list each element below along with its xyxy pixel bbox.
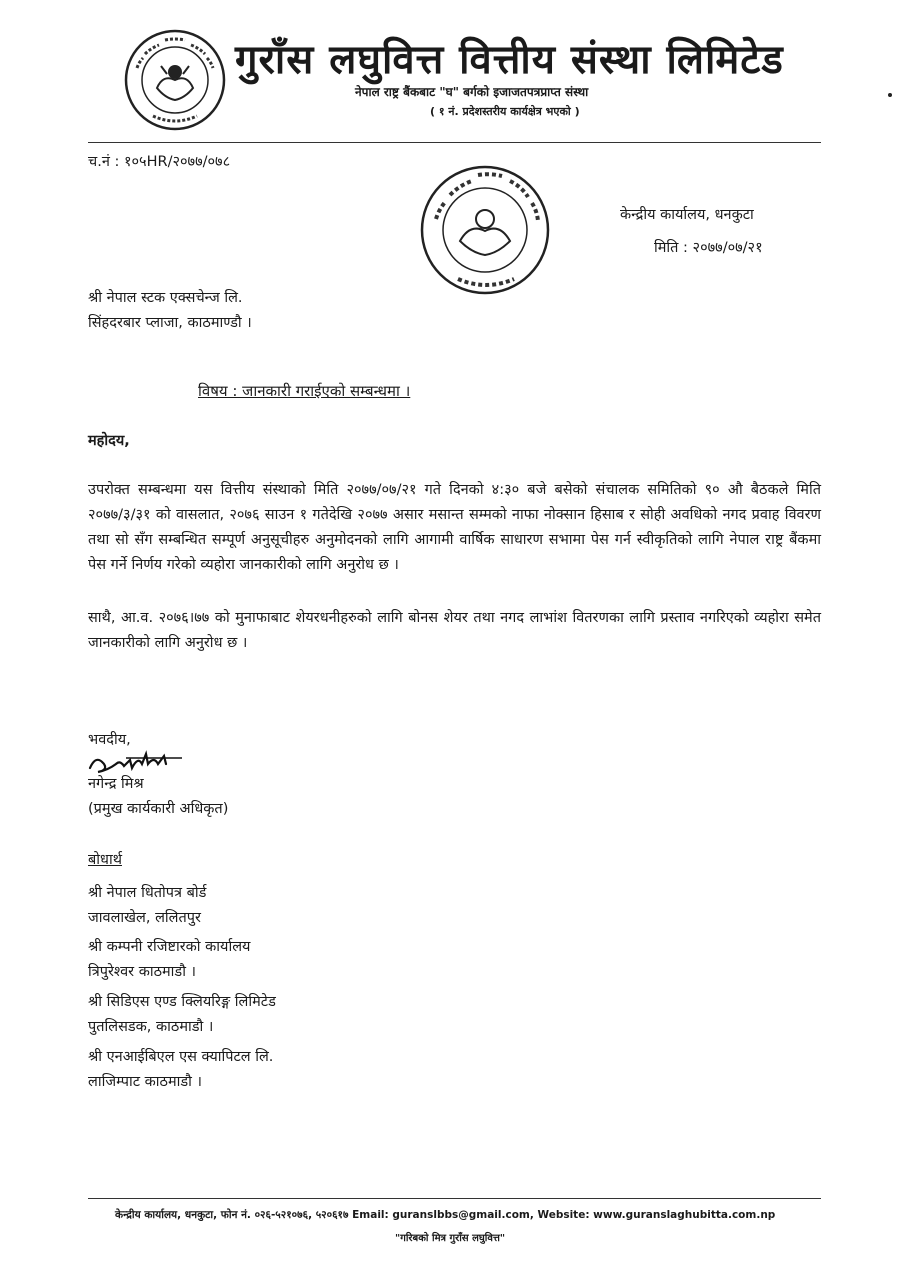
org-logo-seal — [123, 28, 227, 132]
cc-recipient — [88, 1045, 273, 1095]
cc-recipient — [88, 935, 250, 985]
signer-title: (प्रमुख कार्यकारी अधिकृत) — [88, 801, 229, 817]
cc-recipient — [88, 881, 206, 931]
recipient-line: श्री नेपाल स्टक एक्सचेन्ज लि. — [88, 290, 243, 306]
org-name-heading: गुराँस लघुवित्त वित्तीय संस्था लिमिटेड — [235, 37, 784, 83]
closing-phrase: भवदीय, — [88, 732, 131, 748]
reference-number: च.नं : १०५HR/२०७७/०७८ — [88, 154, 231, 170]
license-subtitle: नेपाल राष्ट्र बैंकबाट "घ" बर्गको इजाजतपत्रप्राप्त संस्था — [355, 85, 589, 99]
footer-motto: "गरिबको मित्र गुराँस लघुवित्त" — [395, 1233, 506, 1244]
signer-block — [88, 772, 228, 822]
cc-line: श्री सिडिएस एण्ड क्लियरिङ्ग लिमिटेड — [88, 994, 276, 1010]
cc-line: श्री एनआईबिएल एस क्यापिटल लि. — [88, 1049, 274, 1065]
cc-line: जावलाखेल, ललितपुर — [88, 910, 201, 926]
cc-heading: बोधार्थ — [88, 852, 122, 868]
letter-subject: विषय : जानकारी गराईएको सम्बन्धमा । — [198, 382, 411, 400]
office-stamp — [418, 163, 553, 298]
footer-divider — [88, 1198, 821, 1199]
header-divider — [88, 142, 821, 143]
footer-contact: केन्द्रीय कार्यालय, धनकुटा, फोन नं. ०२६-५२१०७६, ५२०६१७ Email: guranslbbs@gmail.com, Website: www.guranslaghubitta.com.np — [115, 1209, 776, 1221]
cc-line: लाजिम्पाट काठमाडौ । — [88, 1074, 202, 1090]
letter-date: मिति : २०७७/०७/२१ — [654, 240, 763, 256]
cc-line: श्री नेपाल धितोपत्र बोर्ड — [88, 885, 207, 901]
body-paragraph-2: साथै, आ.व. २०७६।७७ को मुनाफाबाट शेयरधनीहरुको लागि बोनस शेयर तथा नगद लाभांश वितरणका लागि प्रस्ताव नगरिएको व्यहोरा समेत जानकारीको लागि अनुरोध छ । — [88, 610, 821, 651]
recipient-line: सिंहदरबार प्लाजा, काठमाण्डौ । — [88, 315, 252, 331]
office-location: केन्द्रीय कार्यालय, धनकुटा — [620, 207, 754, 223]
cc-line: पुतलिसडक, काठमाडौ । — [88, 1019, 214, 1035]
body-paragraph-1: उपरोक्त सम्बन्धमा यस वित्तीय संस्थाको मिति २०७७/०७/२१ गते दिनको ४:३० बजे बसेको संचालक समितिको ९० औ बैठकले मिति २०७७/३/३१ को वासलात, २०७६ साउन १ गतेदेखि २०७७ असार मसान्त सम्मको नाफा नोक्सान हिसाब र सोही अवधिको नगद प्रवाह विवरण तथा सो सँग सम्बन्धित सम्पूर्ण अनुसूचीहरु अनुमोदनको लागि आगामी वार्षिक साधारण सभामा पेस गर्न स्वीकृतिको लागि नेपाल राष्ट्र बैंकमा पेस गर्ने निर्णय गरेको व्यहोरा जानकारीको लागि अनुरोध छ । — [88, 482, 821, 573]
cc-line: त्रिपुरेश्वर काठमाडौ । — [88, 964, 197, 980]
scope-subtitle: ( १ नं. प्रदेशस्तरीय कार्यक्षेत्र भएको ) — [430, 105, 580, 118]
salutation: महोदय, — [88, 433, 130, 449]
signer-name: नगेन्द्र मिश्र — [88, 776, 144, 792]
scan-speck — [888, 93, 892, 97]
cc-line: श्री कम्पनी रजिष्टारको कार्यालय — [88, 939, 251, 955]
recipient-address — [88, 286, 252, 336]
cc-recipient — [88, 990, 276, 1040]
